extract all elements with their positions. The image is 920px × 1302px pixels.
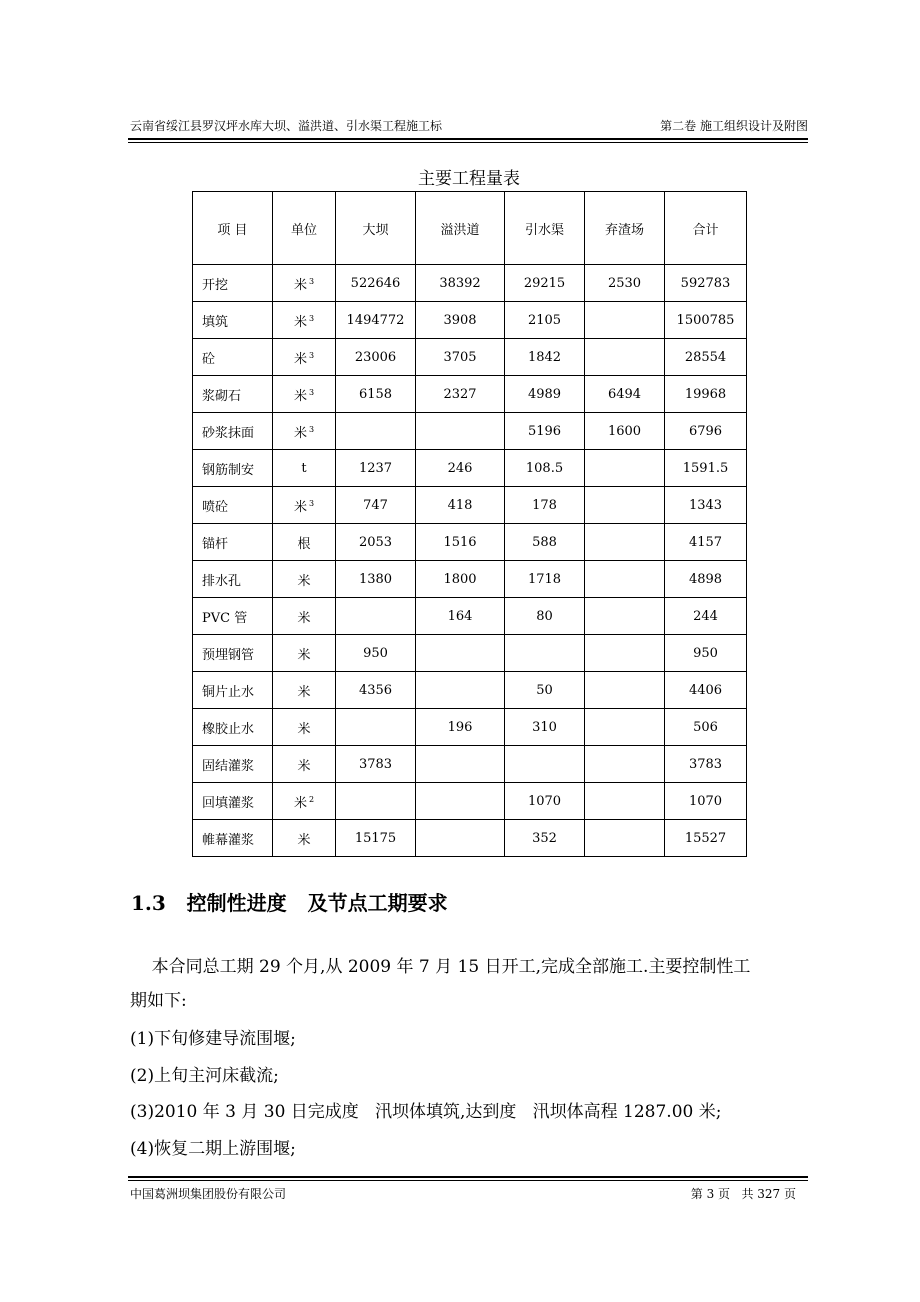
cell-canal: 310 [505,709,585,746]
table-row [193,672,747,709]
table-row [193,376,747,413]
unit-text: 米 [297,721,311,737]
cell-item: 铜片止水 [193,672,273,709]
cell-spoil [585,635,665,672]
cell-canal: 1718 [505,561,585,598]
unit-exponent: 3 [308,350,315,360]
cell-spoil [585,672,665,709]
cell-spoil [585,783,665,820]
unit-text: 米 [297,684,311,700]
cell-item: 排水孔 [193,561,273,598]
header-volume-title: 第二卷 施工组织设计及附图 [660,119,808,133]
cell-canal: 80 [505,598,585,635]
table-row [193,709,747,746]
cell-unit [273,783,336,820]
table-row [193,598,747,635]
cell-item: 开挖 [193,265,273,302]
unit-text: 米 [297,647,311,663]
cell-spillway [416,783,505,820]
unit-text: 米 [293,351,307,367]
cell-spoil [585,524,665,561]
table-row [193,413,747,450]
cell-unit [273,746,336,783]
cell-dam: 4356 [336,672,416,709]
cell-item: 预埋钢管 [193,635,273,672]
cell-spillway: 38392 [416,265,505,302]
cell-canal: 5196 [505,413,585,450]
cell-total: 28554 [665,339,747,376]
quantities-table [192,191,747,857]
cell-total: 1343 [665,487,747,524]
cell-dam: 950 [336,635,416,672]
cell-spoil [585,339,665,376]
cell-spoil [585,487,665,524]
cell-total: 950 [665,635,747,672]
cell-total: 6796 [665,413,747,450]
cell-unit [273,302,336,339]
unit-text: t [301,460,307,476]
cell-total: 1591.5 [665,450,747,487]
cell-canal: 50 [505,672,585,709]
cell-total: 244 [665,598,747,635]
cell-spillway [416,672,505,709]
cell-canal: 352 [505,820,585,857]
cell-dam: 1237 [336,450,416,487]
table-row [193,820,747,857]
section-title: 1.3 控制性进度 及节点工期要求 [131,891,448,915]
unit-text: 米 [293,314,307,330]
cell-unit [273,709,336,746]
cell-spoil [585,561,665,598]
cell-dam: 747 [336,487,416,524]
col-header-dam: 大坝 [336,192,416,265]
cell-unit [273,598,336,635]
cell-spoil [585,598,665,635]
cell-total: 4898 [665,561,747,598]
cell-spoil: 1600 [585,413,665,450]
col-header-spoil: 弃渣场 [585,192,665,265]
footer-rule-thin [128,1180,808,1181]
table-row [193,635,747,672]
unit-text: 米 [293,388,307,404]
cell-total: 4157 [665,524,747,561]
cell-spillway: 196 [416,709,505,746]
cell-total: 1500785 [665,302,747,339]
unit-exponent: 3 [308,387,315,397]
unit-exponent: 3 [308,276,315,286]
cell-spillway: 3705 [416,339,505,376]
table-row [193,783,747,820]
cell-total: 592783 [665,265,747,302]
cell-spillway: 3908 [416,302,505,339]
cell-spillway: 1800 [416,561,505,598]
list-item: (1)下旬修建导流围堰; [130,1029,296,1049]
cell-dam: 6158 [336,376,416,413]
cell-canal: 178 [505,487,585,524]
unit-text: 米 [293,795,307,811]
cell-item: 喷砼 [193,487,273,524]
col-header-unit: 单位 [273,192,336,265]
cell-spoil [585,746,665,783]
cell-unit [273,339,336,376]
cell-item: 回填灌浆 [193,783,273,820]
cell-canal: 1070 [505,783,585,820]
cell-spillway [416,413,505,450]
table-row [193,746,747,783]
cell-item: 帷幕灌浆 [193,820,273,857]
cell-unit [273,524,336,561]
cell-canal: 108.5 [505,450,585,487]
cell-dam: 522646 [336,265,416,302]
cell-item: PVC 管 [193,598,273,635]
cell-total: 506 [665,709,747,746]
footer-rule-thick [128,1176,808,1178]
cell-spoil [585,709,665,746]
unit-text: 根 [297,536,311,552]
table-title: 主要工程量表 [418,169,520,189]
cell-spoil [585,450,665,487]
cell-item: 填筑 [193,302,273,339]
cell-item: 固结灌浆 [193,746,273,783]
footer-company: 中国葛洲坝集团股份有限公司 [130,1187,287,1201]
cell-total: 19968 [665,376,747,413]
cell-item: 钢筋制安 [193,450,273,487]
paragraph-line: 本合同总工期 29 个月,从 2009 年 7 月 15 日开工,完成全部施工.主要控制性工 [130,957,751,977]
col-header-item: 项 目 [193,192,273,265]
cell-spillway: 2327 [416,376,505,413]
cell-spillway [416,635,505,672]
cell-unit [273,376,336,413]
cell-total: 15527 [665,820,747,857]
cell-unit [273,672,336,709]
unit-exponent: 3 [308,498,315,508]
unit-text: 米 [293,425,307,441]
cell-spillway: 1516 [416,524,505,561]
cell-canal [505,746,585,783]
table-row [193,561,747,598]
cell-dam [336,598,416,635]
cell-total: 3783 [665,746,747,783]
cell-dam [336,783,416,820]
footer-page-number: 第 3 页 共 327 页 [690,1187,796,1201]
table-row [193,265,747,302]
unit-exponent: 2 [308,794,315,804]
cell-spillway [416,746,505,783]
page-header [128,116,808,136]
cell-canal [505,635,585,672]
cell-dam: 23006 [336,339,416,376]
list-item: (4)恢复二期上游围堰; [130,1139,296,1159]
cell-dam: 3783 [336,746,416,783]
header-project-title: 云南省绥江县罗汉坪水库大坝、溢洪道、引水渠工程施工标 [130,119,443,133]
col-header-canal: 引水渠 [505,192,585,265]
table-row [193,487,747,524]
unit-text: 米 [297,610,311,626]
list-item: (3)2010 年 3 月 30 日完成度 汛坝体填筑,达到度 汛坝体高程 1287.00 米; [130,1102,722,1122]
cell-spillway: 164 [416,598,505,635]
unit-exponent: 3 [308,424,315,434]
col-header-spillway: 溢洪道 [416,192,505,265]
cell-total: 1070 [665,783,747,820]
cell-canal: 4989 [505,376,585,413]
cell-unit [273,561,336,598]
cell-canal: 2105 [505,302,585,339]
table-header-row [193,192,747,265]
cell-item: 锚杆 [193,524,273,561]
cell-unit [273,820,336,857]
table-row [193,339,747,376]
cell-item: 砂浆抹面 [193,413,273,450]
cell-canal: 1842 [505,339,585,376]
cell-item: 橡胶止水 [193,709,273,746]
page-footer [128,1184,808,1204]
unit-text: 米 [297,573,311,589]
paragraph-line: 期如下: [130,991,187,1011]
cell-dam [336,709,416,746]
cell-item: 浆砌石 [193,376,273,413]
cell-dam: 1380 [336,561,416,598]
cell-dam: 15175 [336,820,416,857]
unit-exponent: 3 [308,313,315,323]
cell-item: 砼 [193,339,273,376]
table-row [193,524,747,561]
cell-canal: 588 [505,524,585,561]
col-header-total: 合计 [665,192,747,265]
list-item: (2)上旬主河床截流; [130,1066,279,1086]
cell-total: 4406 [665,672,747,709]
table-row [193,302,747,339]
cell-canal: 29215 [505,265,585,302]
cell-spillway: 246 [416,450,505,487]
unit-text: 米 [297,758,311,774]
header-rule-thick [128,138,808,140]
cell-spoil: 6494 [585,376,665,413]
cell-dam: 1494772 [336,302,416,339]
cell-unit [273,635,336,672]
cell-unit [273,413,336,450]
cell-unit [273,265,336,302]
cell-spillway: 418 [416,487,505,524]
cell-spoil [585,820,665,857]
unit-text: 米 [293,277,307,293]
unit-text: 米 [297,832,311,848]
cell-dam [336,413,416,450]
unit-text: 米 [293,499,307,515]
cell-dam: 2053 [336,524,416,561]
cell-spillway [416,820,505,857]
cell-spoil: 2530 [585,265,665,302]
header-rule-thin [128,142,808,143]
cell-spoil [585,302,665,339]
table-row [193,450,747,487]
cell-unit [273,487,336,524]
cell-unit [273,450,336,487]
